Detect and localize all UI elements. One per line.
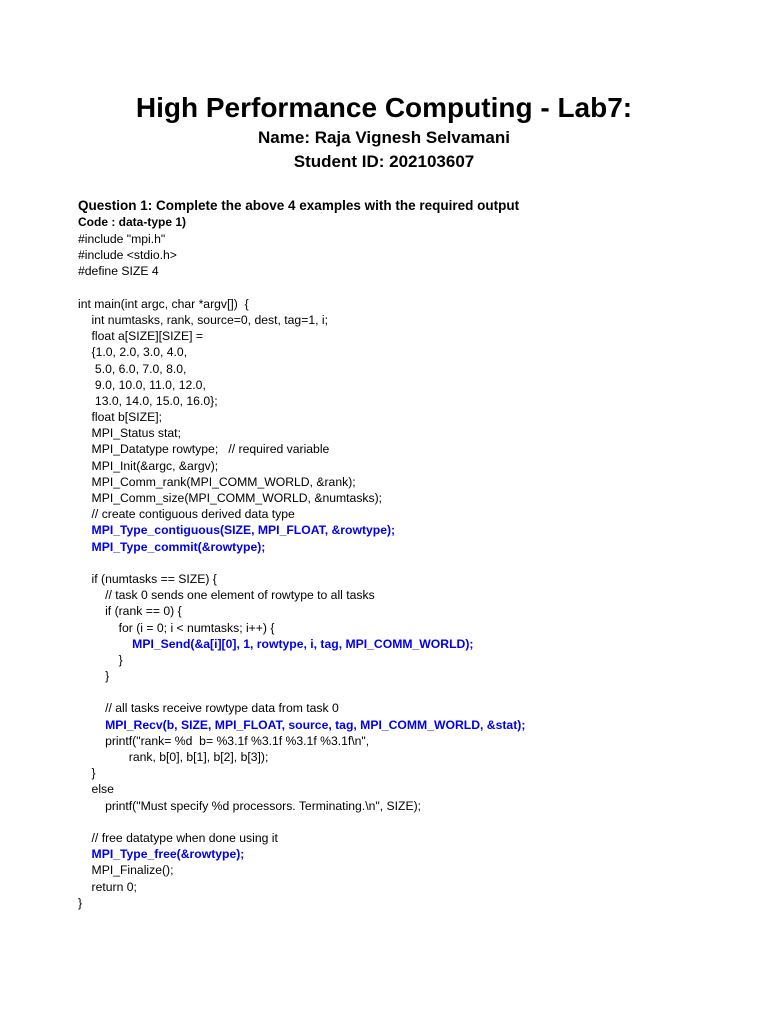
- code-line: }: [78, 669, 110, 684]
- code-line: rank, b[0], b[1], b[2], b[3]);: [78, 750, 269, 764]
- code-line: MPI_Init(&argc, &argv);: [78, 458, 219, 473]
- code-line: printf("Must specify %d processors. Terminating.\n", SIZE);: [78, 798, 422, 813]
- code-line: [78, 280, 525, 296]
- code-line: if (numtasks == SIZE) {: [78, 571, 217, 586]
- code-line: MPI_Status stat;: [78, 426, 181, 441]
- code-line: }: [78, 895, 83, 910]
- code-line: 9.0, 10.0, 11.0, 12.0,: [78, 377, 206, 392]
- code-line: for (i = 0; i < numtasks; i++) {: [78, 620, 275, 635]
- code-line: int main(int argc, char *argv[]) {: [78, 296, 249, 311]
- code-block: [78, 231, 525, 911]
- code-line-highlighted: MPI_Type_commit(&rowtype);: [78, 539, 266, 554]
- code-line-highlighted: MPI_Recv(b, SIZE, MPI_FLOAT, source, tag, MPI_COMM_WORLD, &stat);: [78, 717, 526, 732]
- code-line: float b[SIZE];: [78, 410, 162, 425]
- code-line: [78, 684, 525, 700]
- code-line-highlighted: MPI_Type_free(&rowtype);: [78, 847, 245, 862]
- code-line: MPI_Datatype rowtype; // required variable: [78, 442, 330, 457]
- code-line: [78, 814, 525, 830]
- question-heading: Question 1: Complete the above 4 examples with the required output: [78, 198, 520, 213]
- code-line: // create contiguous derived data type: [78, 507, 295, 522]
- code-line: [78, 555, 525, 571]
- code-line: // free datatype when done using it: [78, 830, 278, 845]
- code-line: int numtasks, rank, source=0, dest, tag=1, i;: [78, 312, 328, 327]
- code-line: 13.0, 14.0, 15.0, 16.0};: [78, 393, 218, 408]
- code-line: 5.0, 6.0, 7.0, 8.0,: [78, 361, 187, 376]
- code-line-highlighted: MPI_Send(&a[i][0], 1, rowtype, i, tag, MPI_COMM_WORLD);: [78, 636, 474, 651]
- code-line: printf("rank= %d b= %3.1f %3.1f %3.1f %3.1f\n",: [78, 733, 370, 748]
- student-name: Name: Raja Vignesh Selvamani: [258, 128, 510, 147]
- code-line: MPI_Finalize();: [78, 863, 174, 878]
- code-heading: Code : data-type 1): [78, 215, 187, 229]
- code-line-highlighted: MPI_Type_contiguous(SIZE, MPI_FLOAT, &rowtype);: [78, 523, 396, 538]
- code-line: float a[SIZE][SIZE] =: [78, 329, 203, 344]
- code-line: }: [78, 652, 123, 667]
- code-line: #define SIZE 4: [78, 264, 159, 279]
- code-line: else: [78, 782, 114, 797]
- code-line: // task 0 sends one element of rowtype to all tasks: [78, 588, 375, 603]
- code-line: #include <stdio.h>: [78, 248, 177, 263]
- code-line: return 0;: [78, 879, 137, 894]
- document-title: High Performance Computing - Lab7:: [135, 92, 633, 123]
- code-line: if (rank == 0) {: [78, 604, 182, 619]
- code-line: }: [78, 766, 96, 781]
- code-line: #include "mpi.h": [78, 232, 166, 246]
- student-id: Student ID: 202103607: [293, 152, 475, 171]
- code-line: {1.0, 2.0, 3.0, 4.0,: [78, 345, 188, 360]
- code-line: // all tasks receive rowtype data from task 0: [78, 701, 339, 716]
- code-line: MPI_Comm_rank(MPI_COMM_WORLD, &rank);: [78, 474, 356, 489]
- code-line: MPI_Comm_size(MPI_COMM_WORLD, &numtasks);: [78, 491, 383, 505]
